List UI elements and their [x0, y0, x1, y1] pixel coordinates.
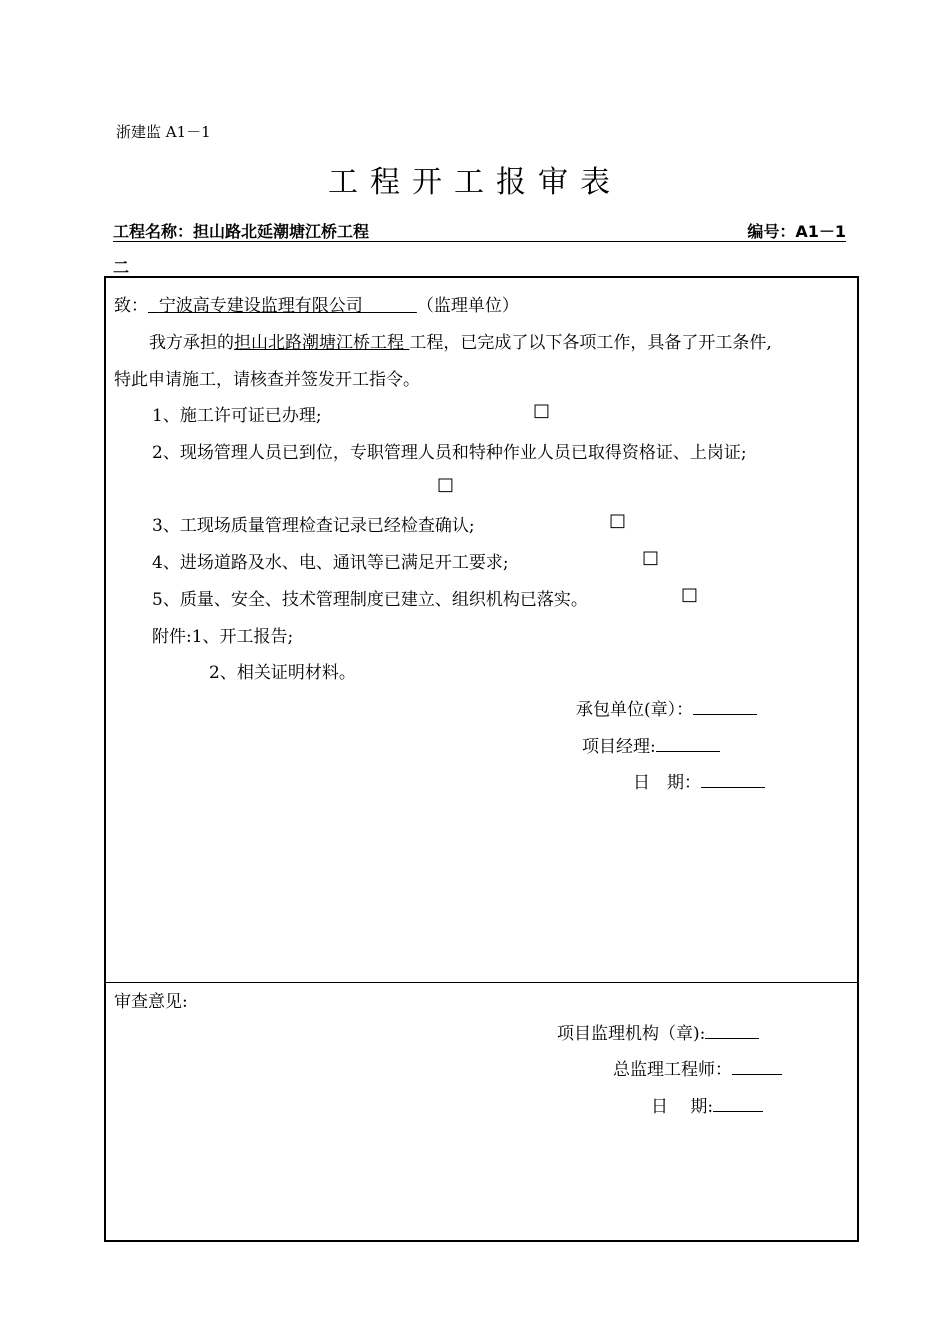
review-date-label: 日 期:: [651, 1097, 714, 1117]
checkbox-item-4[interactable]: □: [642, 547, 660, 568]
project-row: [113, 219, 846, 242]
item-5: 5、质量、安全、技术管理制度已建立、组织机构已落实。: [152, 590, 588, 610]
attachment-2: 2、相关证明材料。: [209, 663, 356, 683]
checkbox-item-3[interactable]: □: [609, 510, 627, 531]
checkbox-item-1[interactable]: □: [533, 400, 551, 421]
intro-prefix: 我方承担的: [149, 333, 234, 353]
addressee-prefix: 致：: [114, 296, 148, 316]
intro-project[interactable]: 担山北路潮塘江桥工程: [234, 333, 404, 353]
project-name: 工程名称：担山路北延潮塘江桥工程: [113, 222, 370, 241]
intro-line-2: 特此申请施工，请核查并签发开工指令。: [114, 370, 420, 390]
contractor-line: [576, 695, 757, 720]
checkbox-item-2[interactable]: □: [437, 474, 455, 495]
item-1: 1、施工许可证已办理;: [152, 406, 322, 426]
manager-signature-blank[interactable]: [656, 733, 720, 752]
form-number: 编号：A1－1: [747, 222, 846, 241]
review-label: 审查意见:: [114, 992, 188, 1012]
form-number-continued: 二: [113, 258, 130, 277]
section-divider: [106, 982, 857, 983]
checkbox-item-5[interactable]: □: [681, 584, 699, 605]
page-title: 工程开工报审表: [328, 165, 622, 200]
application-date-line: [633, 768, 765, 793]
chief-engineer-line: [613, 1055, 782, 1080]
application-date-blank[interactable]: [701, 769, 765, 788]
review-date-line: [651, 1092, 763, 1117]
application-date-label: 日 期：: [633, 773, 701, 793]
review-date-blank[interactable]: [713, 1093, 763, 1112]
application-form: [104, 276, 859, 1242]
addressee-line: [114, 291, 519, 316]
chief-engineer-signature-blank[interactable]: [732, 1056, 782, 1075]
review-org-line: [557, 1019, 759, 1044]
contractor-seal-blank[interactable]: [693, 696, 757, 715]
intro-line-1: [149, 328, 772, 353]
addressee-suffix: （监理单位）: [416, 296, 519, 316]
review-org-seal-blank[interactable]: [705, 1020, 759, 1039]
form-code: 浙建监 A1－1: [116, 123, 211, 141]
item-4: 4、进场道路及水、电、通讯等已满足开工要求;: [152, 553, 509, 573]
supervision-company[interactable]: 宁波高专建设监理有限公司: [158, 296, 363, 316]
item-3: 3、工现场质量管理检查记录已经检查确认;: [152, 516, 475, 536]
review-org-label: 项目监理机构（章):: [557, 1024, 706, 1044]
contractor-label: 承包单位(章）：: [576, 700, 694, 720]
chief-engineer-label: 总监理工程师：: [613, 1060, 732, 1080]
manager-label: 项目经理:: [582, 737, 656, 757]
item-2: 2、现场管理人员已到位，专职管理人员和特种作业人员已取得资格证、上岗证;: [152, 443, 747, 463]
intro-suffix: 工程，已完成了以下各项工作，具备了开工条件,: [409, 333, 772, 353]
attachment-1: 附件:1、开工报告;: [152, 627, 294, 647]
manager-line: [582, 732, 720, 757]
